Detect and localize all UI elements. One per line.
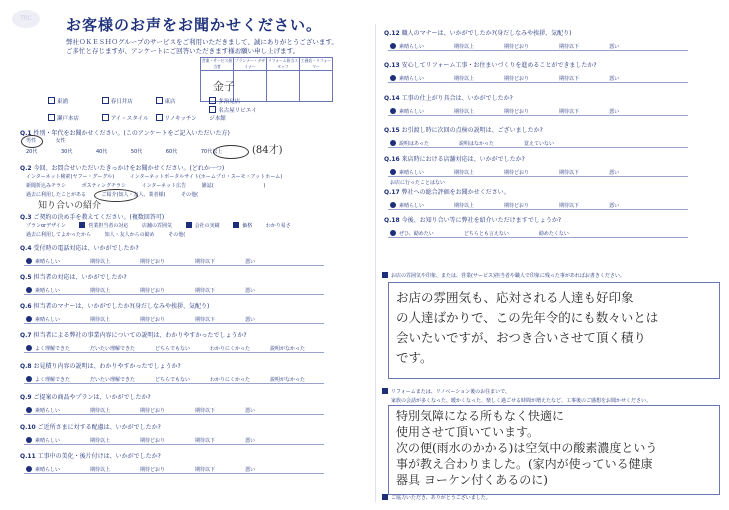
handwritten-comment-2: 特別気障になる所もなく快適に 使用させて頂いています。 次の便(雨水のかかる)は空気中の酸素濃度という 事が教え合わりました。(家内が使っている健康 器具 ヨーケン付くあるのに) [396, 409, 658, 487]
answer-options [20, 437, 285, 444]
option[interactable]: 会社の実績 [186, 223, 220, 229]
option[interactable]: 期待どおり [140, 438, 166, 444]
selected-dot [26, 407, 32, 413]
store-option[interactable]: 瀬戸本店 [48, 114, 100, 123]
answer-underline [24, 473, 324, 474]
question-text: Q.8 お見積り内容の説明は、わかりやすかったでしょうか? [20, 363, 181, 370]
question-text: Q.15 お引渡し時に次回の点検の説明は、ございましたか? [384, 127, 543, 134]
option[interactable]: 素晴らしい [390, 169, 436, 176]
handwritten-staff-name: 金子 [213, 80, 235, 93]
answer-options [20, 258, 285, 265]
option[interactable]: インターネット広告 [141, 183, 187, 189]
answer-options [20, 287, 285, 294]
answer-underline [24, 323, 324, 324]
option[interactable]: 素晴らしい [390, 108, 436, 115]
watermark-stamp: TRC [12, 10, 40, 28]
option[interactable]: 期待以下 [195, 408, 216, 414]
question-text: Q.18 今後、お知り合い等に弊社を紹介いただけますでしょうか? [384, 217, 562, 224]
option[interactable]: 悪い [609, 44, 620, 50]
answer-underline [388, 82, 688, 83]
staff-header: 営業・サービス担当者 [201, 58, 233, 69]
staff-cell[interactable] [300, 71, 333, 102]
question-text: Q.11 工事中の美化・後片付けは、いかがでしたか? [20, 453, 161, 460]
option[interactable]: 悪い [609, 76, 620, 82]
option[interactable]: 期待以上 [90, 288, 111, 294]
store-option[interactable]: 東浦 [48, 97, 100, 106]
option[interactable]: 期待どおり [504, 170, 530, 176]
selected-dot [26, 437, 32, 443]
option[interactable]: インターネット検索(ヤフー・グーグル) [26, 174, 115, 180]
question-q15 [384, 125, 584, 147]
option[interactable]: 期待どおり [504, 203, 530, 209]
option[interactable]: 期待以上 [90, 317, 111, 323]
question-q9 [20, 392, 285, 414]
question-q2 [20, 163, 224, 172]
option[interactable]: 期待以下 [195, 467, 216, 473]
option[interactable]: 説明がなかった [270, 377, 306, 383]
option[interactable]: 悪い [245, 438, 256, 444]
option[interactable]: 70代以上 [200, 149, 223, 155]
answer-underline [24, 444, 324, 445]
option[interactable]: ポスティングチラシ [81, 183, 127, 189]
option[interactable]: 期待以下 [195, 259, 216, 265]
option[interactable]: 期待以下 [559, 44, 580, 50]
option[interactable]: 悪い [245, 288, 256, 294]
selected-dot [26, 345, 32, 351]
question-q12 [384, 28, 649, 50]
option[interactable]: 素晴らしい [26, 466, 72, 473]
option[interactable]: プランorデザイン [26, 223, 66, 229]
extra-option[interactable]: お店に行ったことはない [390, 180, 446, 186]
intro-line: 弊社ＯＫＥＳＨＯグループのサービスをご利用いただきまして、誠にありがとうございます。 [66, 38, 338, 46]
selected-dot [26, 316, 32, 322]
selected-dot [390, 169, 396, 175]
question-q5 [20, 272, 285, 294]
option[interactable]: 男性 [26, 138, 37, 144]
option[interactable]: 60代 [165, 149, 178, 155]
option[interactable]: 勧めたくない [538, 231, 569, 237]
question-text: Q.1 性別・年代をお聞かせください。(このアンケートをご記入いただいた方) [20, 130, 230, 137]
selected-dot [390, 140, 396, 146]
question-text: Q.17 弊社への総合評価をお聞かせください。 [384, 189, 510, 196]
answer-options [384, 75, 649, 82]
answer-options [20, 407, 285, 414]
option[interactable]: よく理解できた [26, 376, 82, 383]
option[interactable]: だいたい理解できた [90, 346, 136, 352]
option[interactable]: 新聞折込みチラシ [26, 183, 67, 189]
comment-prompt-1: お店の雰囲気や印象、または、営業(サービス)担当者や職人で印象に残った事があればお書きください。 [382, 272, 625, 281]
handwritten-comment-1: お店の雰囲気も、応対される人達も好印象 の人達ばかりで、この先年令的にも数々いとは 会いたいですが、おつき合いさせて頂く積り です。 [396, 290, 659, 365]
option[interactable]: インターネットポータルサイト(ホームプロ・スーモ・アットホーム) [129, 174, 283, 180]
option[interactable]: 期待どおり [140, 408, 166, 414]
option[interactable]: よく理解できた [26, 345, 82, 352]
staff-cell[interactable] [267, 71, 300, 102]
option[interactable]: 期待以上 [454, 170, 475, 176]
store-row [48, 106, 261, 123]
answer-underline [388, 237, 688, 238]
question-q18 [384, 215, 599, 237]
answer-underline [388, 50, 688, 51]
store-option[interactable]: 東店 [156, 97, 208, 106]
store-option[interactable]: リノキッチン [156, 114, 208, 123]
selected-dot [26, 466, 32, 472]
staff-header: リフォーム担当スタッフ [267, 58, 299, 69]
option[interactable]: 悪い [609, 203, 620, 209]
option[interactable]: 悪い [245, 259, 256, 265]
question-text: Q.4 受付時の電話対応は、いかがでしたか? [20, 245, 139, 252]
q2-options [26, 173, 282, 182]
intro-line: ご多忙と存じますが、アンケートにご回答いただきます様お願い申し上げます。 [66, 47, 300, 55]
option[interactable]: その他( [181, 192, 199, 198]
option[interactable]: 説明はあった [390, 140, 441, 147]
option[interactable]: 期待以下 [559, 76, 580, 82]
question-text: Q.2 今回、お問合せいただいたきっかけをお聞かせください。(どれか一つ) [20, 165, 225, 172]
staff-header: プランナー・デザイナー [234, 58, 266, 69]
option[interactable]: 期待どおり [504, 44, 530, 50]
option[interactable]: 説明はなかった [458, 141, 494, 147]
option[interactable]: 期待どおり [504, 76, 530, 82]
store-row [48, 97, 261, 106]
question-q17 [384, 187, 649, 209]
question-q1 [20, 128, 230, 137]
option[interactable]: 素晴らしい [390, 202, 436, 209]
store-option[interactable]: アイ・スタイル [102, 114, 154, 123]
question-q4 [20, 243, 285, 265]
option[interactable]: 期待どおり [140, 317, 166, 323]
option[interactable]: 期待以上 [454, 44, 475, 50]
question-q8 [20, 361, 325, 383]
q1-age-options [26, 148, 222, 157]
option[interactable]: 50代 [130, 149, 143, 155]
question-text: Q.12 職人のマナーは、いかがでしたか?(身だしなみや挨拶、気配り) [384, 30, 572, 37]
answer-underline [24, 352, 324, 353]
option[interactable]: だいたい理解できた [90, 377, 136, 383]
store-checklist [48, 97, 261, 123]
question-text: Q.3 ご契約の決め手を教えてください。(複数回答可) [20, 214, 165, 221]
option[interactable]: 素晴らしい [390, 75, 436, 82]
option[interactable]: 期待以上 [90, 408, 111, 414]
option[interactable]: 期待以上 [90, 467, 111, 473]
answer-options [384, 230, 599, 237]
option[interactable]: 期待以下 [559, 170, 580, 176]
question-q13 [384, 60, 649, 82]
option[interactable]: 店舗の雰囲気 [141, 223, 172, 229]
option[interactable]: 過去に利用したことがある [26, 192, 87, 198]
q3-options [26, 231, 185, 240]
option[interactable]: わかりにくかった [209, 346, 250, 352]
option[interactable]: 期待以下 [195, 288, 216, 294]
selected-dot [26, 287, 32, 293]
question-q7 [20, 330, 325, 352]
selected-dot [390, 75, 396, 81]
store-option[interactable]: 多治見店 [209, 97, 261, 106]
question-q14 [384, 93, 649, 115]
question-text: Q.16 来店時における店舗対応は、いかがでしたか? [384, 156, 525, 163]
option[interactable]: 雑誌( [201, 183, 214, 189]
answer-options [384, 169, 649, 176]
option[interactable]: 女性 [55, 138, 66, 144]
question-q10 [20, 422, 285, 444]
handwritten-age: (84才) [252, 145, 283, 156]
q2-options [26, 182, 265, 191]
question-q16 [384, 154, 649, 186]
option[interactable]: わかりにくかった [209, 377, 250, 383]
answer-underline [388, 147, 688, 148]
question-q3 [20, 212, 164, 221]
option[interactable]: 期待以下 [195, 438, 216, 444]
staff-header: 工務店・リフォーマー [300, 58, 332, 69]
question-q6 [20, 301, 285, 323]
option[interactable]: 素晴らしい [26, 437, 72, 444]
option[interactable]: わかり易さ [265, 223, 291, 229]
option[interactable]: どちらとも言えない [463, 231, 509, 237]
selected-dot [390, 202, 396, 208]
selection-circle [213, 145, 249, 159]
answer-underline [24, 383, 324, 384]
option[interactable]: 期待どおり [140, 259, 166, 265]
answer-options [384, 43, 649, 50]
option[interactable]: 30代 [60, 149, 73, 155]
answer-options [384, 140, 584, 147]
option[interactable]: 悪い [245, 317, 256, 323]
comment-prompt-2: リフォームまたは、リノベーション後のお住まいで、 家族の会話が多くなった、暖かくなった、楽しく過ごせる時間が増えたなど、工事後のご感想をお聞かせください。 [382, 388, 651, 406]
option: ) [263, 183, 266, 189]
option[interactable]: 説明がなかった [270, 346, 306, 352]
option[interactable]: 覚えていない [523, 141, 554, 147]
option[interactable]: 素晴らしい [26, 407, 72, 414]
option[interactable]: 期待以上 [454, 76, 475, 82]
option[interactable]: 期待以上 [454, 203, 475, 209]
question-text: Q.9 ご提案の商品やプランは、いかがでしたか? [20, 394, 151, 401]
option[interactable]: 期待以上 [90, 259, 111, 265]
selected-dot [26, 258, 32, 264]
answer-underline [388, 176, 688, 177]
selected-dot [390, 230, 396, 236]
answer-options [384, 108, 649, 115]
option[interactable]: 悪い [245, 408, 256, 414]
question-text: Q.5 担当者の対応は、いかがでしたか? [20, 274, 127, 281]
option[interactable]: 悪い [245, 467, 256, 473]
option[interactable]: どちらでもない [155, 377, 190, 383]
option[interactable]: 期待どおり [140, 467, 166, 473]
selection-circle [21, 135, 43, 148]
question-text: Q.7 担当者による弊社の事業内容についての説明は、わかりやすかったでしょうか? [20, 332, 247, 339]
option[interactable]: 営業担当者の対応 [79, 223, 128, 229]
question-text: Q.10 ご近所さまに対する配慮は、いかがでしたか? [20, 424, 161, 431]
option[interactable]: 期待以上 [454, 109, 475, 115]
intro-text [66, 38, 366, 56]
question-text: Q.14 工事の仕上がり具合は、いかがでしたか? [384, 95, 513, 102]
answer-underline [24, 265, 324, 266]
answer-underline [24, 414, 324, 415]
option[interactable]: 期待どおり [140, 288, 166, 294]
option[interactable]: 素晴らしい [26, 316, 72, 323]
option[interactable]: 悪い [609, 109, 620, 115]
store-option[interactable]: 名古屋リビエイジ本館 [209, 108, 257, 122]
option[interactable]: 期待どおり [504, 109, 530, 115]
option[interactable]: 知人・友人からの勧め [104, 232, 155, 238]
option[interactable]: ご紹介(知人・友人、業者様) [101, 192, 166, 198]
selected-dot [26, 376, 32, 382]
option[interactable]: 価格 [233, 223, 252, 229]
option[interactable]: 期待以上 [90, 438, 111, 444]
question-text: Q.13 安心してリフォーム工事・お住まいづくりを進めることができましたか? [384, 62, 597, 69]
store-option[interactable]: 春日井店 [102, 97, 154, 106]
answer-options [20, 316, 285, 323]
option[interactable]: 20代 [26, 149, 38, 155]
answer-options [20, 466, 285, 473]
question-text: Q.6 担当者のマナーは、いかがでしたか?(身だしなみや挨拶、気配り) [20, 303, 210, 310]
column-divider [375, 24, 376, 502]
answer-options [20, 376, 325, 383]
option[interactable]: その他( [168, 232, 186, 238]
option[interactable]: 期待以下 [559, 203, 580, 209]
footer-thanks: ご協力いただき、ありがとうございました。 [382, 494, 491, 503]
selected-dot [390, 43, 396, 49]
q3-options [26, 222, 291, 231]
handwritten-referral: 知り合いの紹介 [38, 201, 102, 211]
answer-underline [24, 294, 324, 295]
page-title: お客様のお声をお聞かせください。 [66, 16, 323, 34]
option[interactable]: 素晴らしい [26, 258, 72, 265]
option[interactable]: 悪い [609, 170, 620, 176]
answer-options [20, 345, 325, 352]
option[interactable]: ぜひ、勧めたい [390, 230, 446, 237]
option[interactable]: 素晴らしい [26, 287, 72, 294]
option[interactable]: 過去に利用してよかったから [26, 232, 92, 238]
question-q11 [20, 451, 285, 473]
answer-underline [388, 209, 688, 210]
option[interactable]: 期待以下 [195, 317, 216, 323]
option[interactable]: 素晴らしい [390, 43, 436, 50]
selected-dot [390, 108, 396, 114]
option[interactable]: どちらでもない [155, 346, 190, 352]
answer-options [384, 202, 649, 209]
answer-underline [388, 115, 688, 116]
option[interactable]: 40代 [95, 149, 108, 155]
option[interactable]: 期待以下 [559, 109, 580, 115]
